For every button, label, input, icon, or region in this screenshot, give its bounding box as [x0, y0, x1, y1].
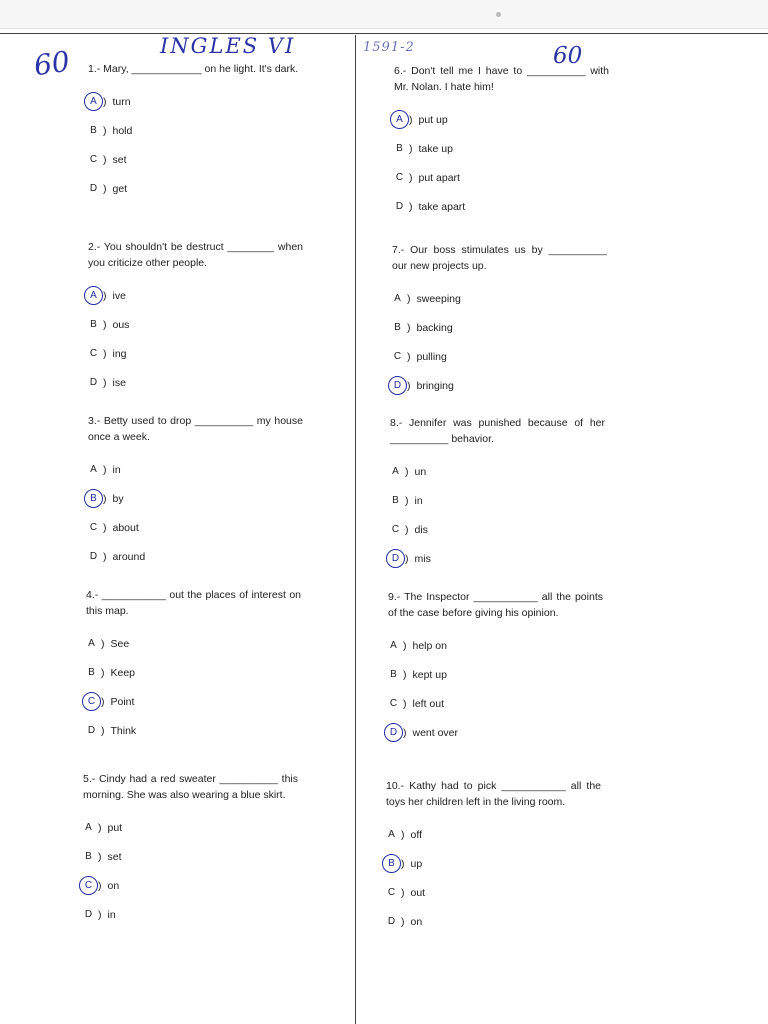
answer-option[interactable] — [390, 544, 605, 573]
question-stem: 1.- Mary, ____________ on he light. It's dark. — [88, 63, 299, 75]
option-list — [88, 455, 303, 571]
question-stem: 4.- ___________ out the places of interest on this map. — [86, 589, 301, 617]
circled-option-letter: D — [388, 376, 407, 395]
option-list — [88, 281, 303, 397]
option-text: by — [112, 492, 124, 505]
answer-option[interactable] — [88, 339, 303, 368]
question-9 — [388, 589, 603, 747]
score-left: 60 — [31, 44, 72, 83]
answer-option[interactable] — [83, 900, 298, 929]
option-paren: ) — [103, 124, 107, 137]
option-letter: D — [87, 725, 96, 736]
option-text: Keep — [110, 666, 136, 679]
question-stem: 3.- Betty used to drop __________ my house once a week. — [88, 415, 303, 443]
option-letter: C — [387, 887, 396, 898]
circled-option-letter: B — [382, 854, 401, 873]
option-text: Point — [110, 695, 135, 708]
option-paren: ) — [101, 637, 105, 650]
circled-option-letter: A — [84, 286, 103, 305]
option-paren: ) — [405, 523, 409, 536]
option-text: up — [410, 857, 423, 870]
option-letter: B — [396, 143, 403, 154]
circled-option-letter: B — [84, 489, 103, 508]
option-text: turn — [112, 95, 131, 108]
option-letter: B — [390, 669, 397, 680]
option-text: put apart — [418, 171, 460, 184]
column-divider — [355, 35, 356, 1024]
option-list — [394, 105, 609, 221]
scan-top-band — [0, 0, 768, 29]
option-text: put — [107, 821, 123, 834]
answer-option[interactable] — [392, 313, 607, 342]
answer-option[interactable] — [392, 284, 607, 313]
answer-option[interactable] — [86, 716, 301, 745]
question-4 — [86, 587, 301, 745]
option-paren: ) — [409, 171, 413, 184]
option-text: ous — [112, 318, 130, 331]
question-5 — [83, 771, 298, 929]
option-letter: D — [89, 183, 98, 194]
option-paren: ) — [405, 552, 409, 565]
option-text: on — [410, 915, 423, 928]
answer-option[interactable] — [390, 457, 605, 486]
option-text: in — [107, 908, 116, 921]
question-stem: 8.- Jennifer was punished because of her __________ behavior. — [390, 417, 605, 445]
option-text: take up — [418, 142, 453, 155]
handwritten-title: INGLES VI — [160, 34, 296, 58]
option-list — [390, 457, 605, 573]
answer-option[interactable] — [390, 486, 605, 515]
question-6 — [394, 63, 609, 221]
option-paren: ) — [103, 318, 107, 331]
answer-option[interactable] — [390, 515, 605, 544]
option-text: get — [112, 182, 128, 195]
option-paren: ) — [101, 695, 105, 708]
option-paren: ) — [103, 492, 107, 505]
option-text: backing — [416, 321, 453, 334]
option-text: pulling — [416, 350, 447, 363]
question-8 — [390, 415, 605, 573]
score-right: 60 — [553, 43, 583, 69]
option-list — [86, 629, 301, 745]
option-paren: ) — [103, 289, 107, 302]
option-paren: ) — [409, 113, 413, 126]
option-letter: D — [89, 551, 98, 562]
option-paren: ) — [405, 494, 409, 507]
question-stem: 10.- Kathy had to pick ___________ all the toys her children left in the living room. — [386, 780, 601, 808]
answer-option[interactable] — [83, 871, 298, 900]
answer-option[interactable] — [88, 310, 303, 339]
option-paren: ) — [403, 668, 407, 681]
option-paren: ) — [103, 95, 107, 108]
option-text: un — [414, 465, 427, 478]
option-letter: B — [88, 667, 95, 678]
option-paren: ) — [103, 347, 107, 360]
option-paren: ) — [409, 200, 413, 213]
option-text: ise — [112, 376, 126, 389]
answer-option[interactable] — [88, 542, 303, 571]
question-3 — [88, 413, 303, 571]
option-text: bringing — [416, 379, 454, 392]
answer-option[interactable] — [394, 134, 609, 163]
header-rule — [0, 33, 768, 34]
option-text: Think — [110, 724, 137, 737]
answer-option[interactable] — [392, 371, 607, 400]
question-2 — [88, 239, 303, 397]
answer-option[interactable] — [386, 820, 601, 849]
option-paren: ) — [403, 697, 407, 710]
answer-option[interactable] — [392, 342, 607, 371]
answer-option[interactable] — [88, 116, 303, 145]
circled-option-letter: C — [82, 692, 101, 711]
option-text: off — [410, 828, 422, 841]
option-text: take apart — [418, 200, 466, 213]
answer-option[interactable] — [394, 192, 609, 221]
answer-option[interactable] — [88, 174, 303, 203]
option-letter: A — [388, 829, 395, 840]
answer-option[interactable] — [388, 631, 603, 660]
option-text: put up — [418, 113, 448, 126]
answer-option[interactable] — [88, 145, 303, 174]
answer-option[interactable] — [88, 484, 303, 513]
option-text: in — [112, 463, 121, 476]
option-paren: ) — [401, 828, 405, 841]
option-text: left out — [412, 697, 445, 710]
option-letter: B — [394, 322, 401, 333]
option-letter: D — [84, 909, 93, 920]
answer-option[interactable] — [386, 907, 601, 936]
option-text: went over — [412, 726, 459, 739]
answer-option[interactable] — [88, 455, 303, 484]
option-text: mis — [414, 552, 431, 565]
option-letter: A — [85, 822, 92, 833]
answer-option[interactable] — [388, 660, 603, 689]
option-text: on — [107, 879, 120, 892]
option-letter: B — [392, 495, 399, 506]
answer-option[interactable] — [83, 813, 298, 842]
option-letter: B — [90, 125, 97, 136]
option-letter: C — [393, 351, 402, 362]
option-paren: ) — [401, 886, 405, 899]
answer-option[interactable] — [86, 658, 301, 687]
option-letter: A — [394, 293, 401, 304]
option-list — [388, 631, 603, 747]
option-paren: ) — [101, 724, 105, 737]
option-paren: ) — [103, 521, 107, 534]
option-letter: C — [391, 524, 400, 535]
option-text: sweeping — [416, 292, 461, 305]
answer-option[interactable] — [86, 629, 301, 658]
option-list — [88, 87, 303, 203]
option-letter: C — [89, 522, 98, 533]
option-letter: A — [392, 466, 399, 477]
answer-option[interactable] — [388, 718, 603, 747]
question-stem: 5.- Cindy had a red sweater __________ this morning. She was also wearing a blue skirt. — [83, 773, 298, 801]
answer-option[interactable] — [83, 842, 298, 871]
option-paren: ) — [407, 350, 411, 363]
option-paren: ) — [403, 639, 407, 652]
option-text: dis — [414, 523, 428, 536]
option-list — [83, 813, 298, 929]
circled-option-letter: D — [386, 549, 405, 568]
option-text: set — [112, 153, 127, 166]
option-text: help on — [412, 639, 447, 652]
option-paren: ) — [103, 182, 107, 195]
option-paren: ) — [409, 142, 413, 155]
option-paren: ) — [103, 550, 107, 563]
question-7 — [392, 242, 607, 400]
answer-option[interactable] — [88, 87, 303, 116]
option-paren: ) — [405, 465, 409, 478]
option-list — [386, 820, 601, 936]
option-text: ive — [112, 289, 126, 302]
option-paren: ) — [403, 726, 407, 739]
option-text: set — [107, 850, 122, 863]
question-stem: 2.- You shouldn't be destruct ________ when you criticize other people. — [88, 241, 303, 269]
question-stem: 6.- Don't tell me I have to __________ with Mr. Nolan. I hate him! — [394, 65, 609, 93]
option-letter: C — [395, 172, 404, 183]
option-paren: ) — [401, 915, 405, 928]
option-letter: D — [387, 916, 396, 927]
option-letter: D — [89, 377, 98, 388]
option-paren: ) — [103, 153, 107, 166]
option-text: See — [110, 637, 130, 650]
option-paren: ) — [407, 321, 411, 334]
option-paren: ) — [103, 463, 107, 476]
option-text: about — [112, 521, 139, 534]
circled-option-letter: A — [84, 92, 103, 111]
option-text: kept up — [412, 668, 447, 681]
option-paren: ) — [401, 857, 405, 870]
answer-option[interactable] — [388, 689, 603, 718]
answer-option[interactable] — [394, 105, 609, 134]
option-paren: ) — [98, 879, 102, 892]
punch-hole-dot — [496, 12, 501, 17]
question-stem: 9.- The Inspector ___________ all the points of the case before giving his opinion. — [388, 591, 603, 619]
question-10 — [386, 778, 601, 936]
option-text: around — [112, 550, 146, 563]
option-text: out — [410, 886, 426, 899]
answer-option[interactable] — [88, 281, 303, 310]
option-paren: ) — [407, 379, 411, 392]
option-text: hold — [112, 124, 133, 137]
answer-option[interactable] — [88, 368, 303, 397]
option-letter: B — [85, 851, 92, 862]
option-paren: ) — [98, 821, 102, 834]
option-letter: A — [390, 640, 397, 651]
option-letter: C — [89, 154, 98, 165]
option-paren: ) — [98, 850, 102, 863]
option-text: ing — [112, 347, 127, 360]
option-paren: ) — [101, 666, 105, 679]
option-paren: ) — [103, 376, 107, 389]
handwritten-scribble: 1591-2 — [363, 40, 415, 55]
circled-option-letter: C — [79, 876, 98, 895]
option-letter: C — [89, 348, 98, 359]
option-list — [392, 284, 607, 400]
circled-option-letter: A — [390, 110, 409, 129]
option-letter: A — [88, 638, 95, 649]
option-paren: ) — [98, 908, 102, 921]
option-letter: C — [389, 698, 398, 709]
question-1 — [88, 61, 303, 203]
option-letter: A — [90, 464, 97, 475]
option-letter: B — [90, 319, 97, 330]
option-paren: ) — [407, 292, 411, 305]
answer-option[interactable] — [386, 878, 601, 907]
answer-option[interactable] — [86, 687, 301, 716]
option-text: in — [414, 494, 423, 507]
answer-option[interactable] — [386, 849, 601, 878]
question-stem: 7.- Our boss stimulates us by __________ our new projects up. — [392, 244, 607, 272]
option-letter: D — [395, 201, 404, 212]
answer-option[interactable] — [88, 513, 303, 542]
circled-option-letter: D — [384, 723, 403, 742]
answer-option[interactable] — [394, 163, 609, 192]
